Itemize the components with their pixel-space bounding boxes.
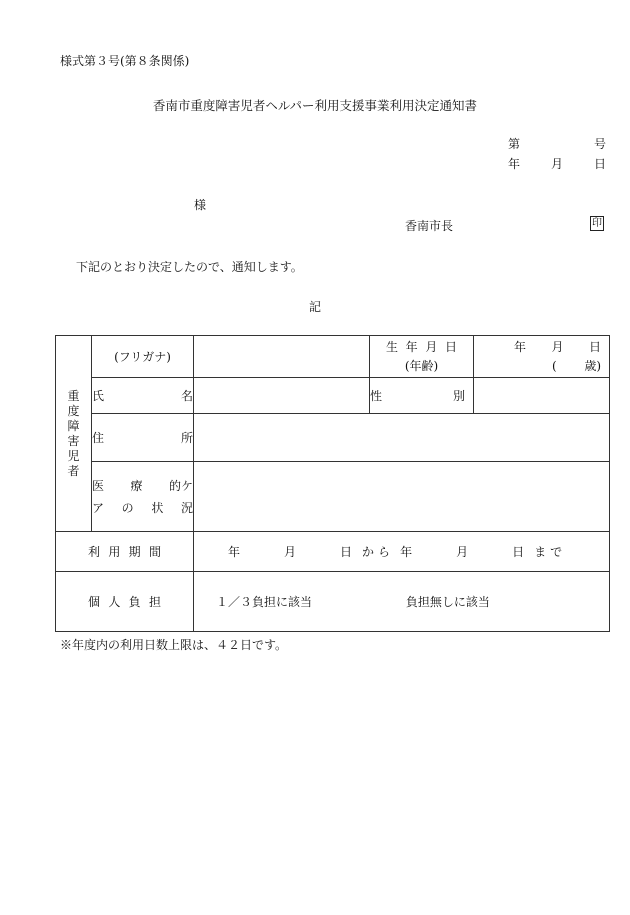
date-nen: 年 — [508, 157, 521, 171]
addressee-suffix: 様 — [194, 198, 207, 212]
form-number: 様式第３号(第８条関係) — [60, 54, 190, 68]
group-label-char: 度 — [67, 403, 80, 418]
issue-date — [508, 155, 606, 172]
table-row — [56, 462, 610, 532]
group-label-char: 児 — [67, 448, 80, 463]
group-label-char: 重 — [67, 388, 80, 403]
birth-label: 生 年 月 日 (年齢) — [370, 336, 474, 378]
group-label-char: 障 — [67, 418, 80, 433]
table-row — [56, 532, 610, 572]
name-value[interactable] — [194, 378, 370, 414]
period-value[interactable]: 年 月 日 から 年 月 日 まで — [194, 532, 610, 572]
table-row — [56, 378, 610, 414]
table-row — [56, 336, 610, 378]
table-row — [56, 572, 610, 632]
decision-table — [55, 335, 610, 632]
issuer-name: 香南市長 — [405, 219, 454, 233]
furigana-label: (フリガナ) — [92, 336, 194, 378]
burden-value[interactable] — [194, 572, 610, 632]
sex-value[interactable] — [474, 378, 610, 414]
birth-value[interactable]: 年 月 日 ( 歳) — [474, 336, 610, 378]
intro-text: 下記のとおり決定したので、通知します。 — [76, 260, 303, 274]
footer-note: ※年度内の利用日数上限は、４２日です。 — [60, 638, 288, 652]
furigana-value[interactable] — [194, 336, 370, 378]
burden-option-one-third[interactable]: １／３負担に該当 — [216, 595, 313, 609]
document-title: 香南市重度障害児者ヘルパー利用支援事業利用決定通知書 — [152, 98, 478, 113]
ki-heading: 記 — [308, 300, 321, 314]
number-go: 号 — [593, 137, 606, 151]
medical-care-label: 医 療 的ケ ア の 状 況 — [92, 462, 194, 532]
number-dai: 第 — [508, 137, 521, 151]
sex-label: 性 別 — [370, 378, 474, 414]
date-hi: 日 — [593, 157, 606, 171]
name-label: 氏 名 — [92, 378, 194, 414]
address-label: 住 所 — [92, 414, 194, 462]
group-label-char: 者 — [67, 463, 80, 478]
burden-label: 個 人 負 担 — [56, 572, 194, 632]
burden-option-none[interactable]: 負担無しに該当 — [405, 595, 490, 609]
period-label: 利 用 期 間 — [56, 532, 194, 572]
table-row — [56, 414, 610, 462]
address-value[interactable] — [194, 414, 610, 462]
group-label-cell — [56, 336, 92, 532]
seal-mark: 印 — [592, 218, 602, 229]
document-number — [508, 135, 606, 152]
medical-care-value[interactable] — [194, 462, 610, 532]
group-label-char: 害 — [67, 433, 80, 448]
date-tsuki: 月 — [550, 157, 563, 171]
